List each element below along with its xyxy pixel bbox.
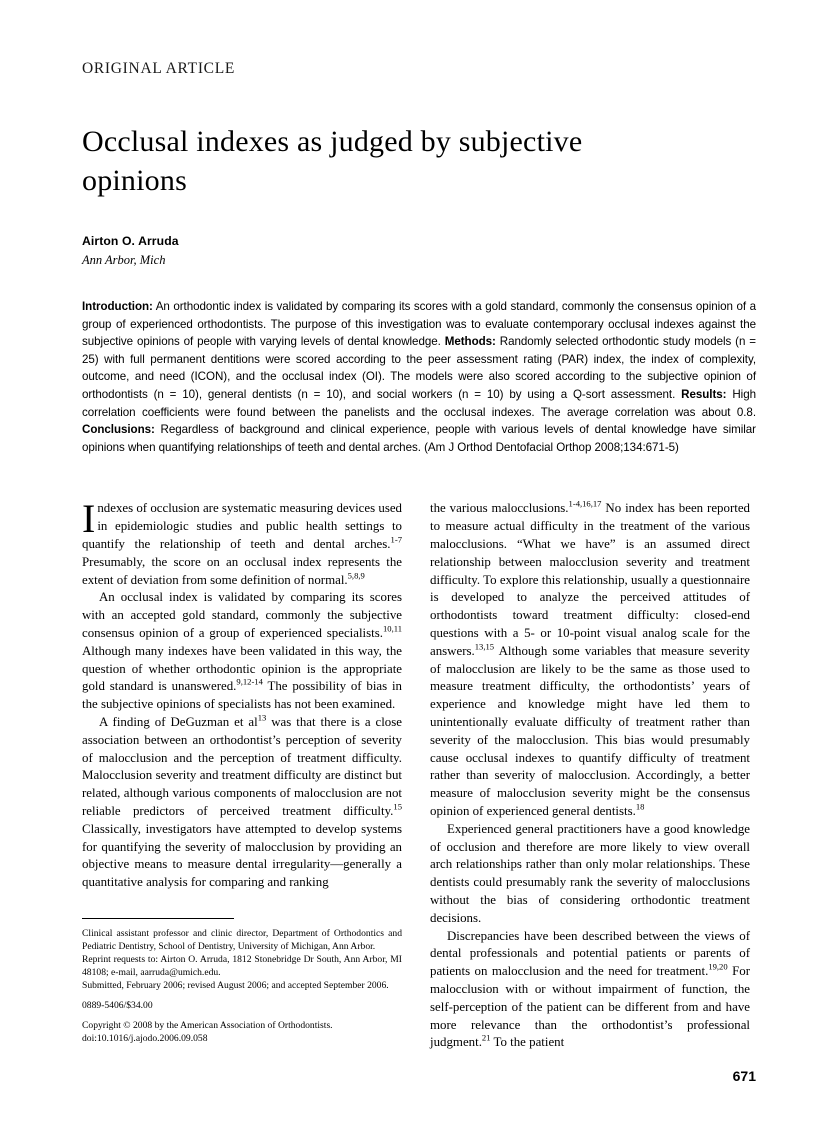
citation-reference: 1-4,16,17 bbox=[568, 499, 602, 510]
footnote-reprint-requests: Reprint requests to: Airton O. Arruda, 1812 Stonebridge Dr South, Ann Arbor, MI 48108; e-mail, aarruda@umich.edu. bbox=[82, 954, 402, 979]
abstract-introduction-text: An orthodontic index is validated by comparing its scores with a gold standard, commonly the consensus opinion of a group of experienced orthodontists. The purpose of this investigation was to evaluate contemporary occlusal indexes against the subjective opinions of people with varying levels of dental knowledge. bbox=[82, 300, 756, 349]
drop-cap: I bbox=[82, 496, 96, 542]
abstract-methods-label: Methods: bbox=[444, 335, 496, 349]
citation-reference: 1-7 bbox=[390, 534, 402, 545]
footnote-copyright: Copyright © 2008 by the American Association of Orthodontists. bbox=[82, 1020, 333, 1032]
abstract-conclusions-label: Conclusions: bbox=[82, 423, 155, 437]
paragraph-text: Presumably, the score on an occlusal index represents the extent of deviation from some definition of normal. bbox=[82, 554, 402, 587]
page-number: 671 bbox=[732, 1068, 756, 1084]
article-type-label: ORIGINAL ARTICLE bbox=[82, 60, 236, 77]
abstract-results-text: High correlation coefficients were found between the panelists and the occlusal indexes. The average correlation was about 0.8. bbox=[82, 388, 756, 419]
paragraph bbox=[82, 714, 402, 892]
footnote-issn: 0889-5406/$34.00 bbox=[82, 1000, 153, 1012]
paragraph bbox=[82, 496, 402, 589]
citation-reference: 13,15 bbox=[474, 641, 495, 652]
citation-reference: 15 bbox=[393, 801, 402, 812]
right-column bbox=[430, 500, 750, 1052]
author-name: Airton O. Arruda bbox=[82, 234, 179, 248]
paragraph-text: ndexes of occlusion are systematic measuring devices used in epidemiologic studies and public health settings to quantify the relationship of teeth and dental arches. bbox=[82, 501, 402, 552]
paragraph-text: A finding of DeGuzman et al bbox=[99, 715, 258, 730]
paragraph-text: Classically, investigators have attempted to develop systems for quantifying the severity of malocclusion by providing an objective means to measure dental irregularity—generally a quantitative analysis for comparing and ranking bbox=[82, 821, 402, 890]
left-column bbox=[82, 496, 402, 1045]
paragraph-text: No index has been reported to measure actual difficulty in the treatment of the various malocclusions. “What we have” is an assumed direct relationship between malocclusion severity and treatment difficulty. To explore this relationship, usually a questionnaire is developed to analyze the perceived attitudes of orthodontists toward treatment difficulty: closed-end questions with a 5- or 10-point visual analog scale for the answers. bbox=[430, 501, 750, 658]
paragraph-text: was that there is a close association between an orthodontist’s perception of severity of malocclusion and the perception of treatment difficulty. Malocclusion severity and treatment difficulty are distinct but related, although various components of malocclusion are not reliable predictors of perceived treatment difficulty. bbox=[82, 715, 402, 819]
paragraph bbox=[430, 500, 750, 820]
footnote-divider bbox=[82, 918, 234, 919]
paragraph-text: the various malocclusions. bbox=[430, 501, 569, 516]
citation-reference: 19,20 bbox=[708, 961, 728, 972]
paragraph bbox=[430, 928, 750, 1053]
abstract bbox=[82, 298, 756, 456]
citation-reference: 5,8,9 bbox=[347, 570, 365, 581]
paragraph-text: The possibility of bias in the subjective opinions of specialists has not been examined. bbox=[82, 679, 402, 712]
paragraph-text: To the patient bbox=[490, 1035, 565, 1050]
paragraph-text: Although some variables that measure severity of malocclusion are likely to be the same as those used to measure treatment difficulty, the orthodontists’ years of experience and knowledge might have led them to unintentionally evaluate difficulty of treatment rather than severity of the malocclusion. This bias would presumably cause occlusal indexes to quantify difficulty of treatment rather than severity of malocclusion. Accordingly, a better measure of malocclusion severity might be the consensus opinion of experienced general dentists. bbox=[430, 643, 750, 819]
paragraph-text: An occlusal index is validated by comparing its scores with an accepted gold standard, commonly the subjective consensus opinion of a group of experienced specialists. bbox=[82, 590, 402, 641]
page-title: Occlusal indexes as judged by subjective opinions bbox=[82, 125, 583, 197]
footnote-doi: doi:10.1016/j.ajodo.2006.09.058 bbox=[82, 1033, 208, 1045]
author-affiliation: Ann Arbor, Mich bbox=[82, 253, 166, 267]
citation-reference: 9,12-14 bbox=[236, 677, 263, 688]
citation-reference: 13 bbox=[257, 712, 267, 723]
abstract-results-label: Results: bbox=[681, 388, 727, 402]
abstract-methods-text: Randomly selected orthodontic study models (n = 25) with full permanent dentitions were scored according to the peer assessment rating (PAR) index, the index of complexity, outcome, and need (ICON), and the occlusal index (OI). The models were also scored according to the subjective opinion of orthodontists (n = 10), general dentists (n = 10), and social workers (n = 10) by using a Q-sort assessment. bbox=[82, 335, 756, 402]
footnotes bbox=[82, 927, 402, 1045]
paragraph-text: Although many indexes have been validated in this way, the question of whether orthodontic opinion is the appropriate gold standard is unanswered. bbox=[82, 643, 402, 694]
abstract-introduction-label: Introduction: bbox=[82, 300, 153, 313]
citation-reference: 10,11 bbox=[382, 623, 402, 634]
paragraph-text: Discrepancies have been described between the views of dental professionals and potential patients or parents of patients on malocclusion and the need for treatment. bbox=[430, 928, 750, 979]
paragraph: Experienced general practitioners have a good knowledge of occlusion and therefore are more likely to view overall arch relationships rather than only molar relationships. These dentists could presumably rank the severity of malocclusions without the bias of considering orthodontic treatment decisions. bbox=[430, 821, 750, 925]
citation-reference: 18 bbox=[635, 801, 645, 812]
paragraph-text: For malocclusion with or without impairment of function, the self-perception of the patient can be different from and have more relevance than the orthodontist’s professional judgment. bbox=[430, 964, 750, 1050]
citation-reference: 21 bbox=[481, 1033, 491, 1044]
paragraph bbox=[82, 589, 402, 714]
footnote-affiliation: Clinical assistant professor and clinic director, Department of Orthodontics and Pediatric Dentistry, School of Dentistry, University of Michigan, Ann Arbor. bbox=[82, 928, 402, 953]
footnote-submission-dates: Submitted, February 2006; revised August 2006; and accepted September 2006. bbox=[82, 980, 389, 992]
body-columns bbox=[82, 496, 756, 1052]
abstract-conclusions-text: Regardless of background and clinical experience, people with various levels of dental knowledge have similar opinions when quantifying relationships of teeth and dental arches. (Am J Orthod Dentofacial Orthop 2008;134:671-5) bbox=[82, 423, 756, 454]
